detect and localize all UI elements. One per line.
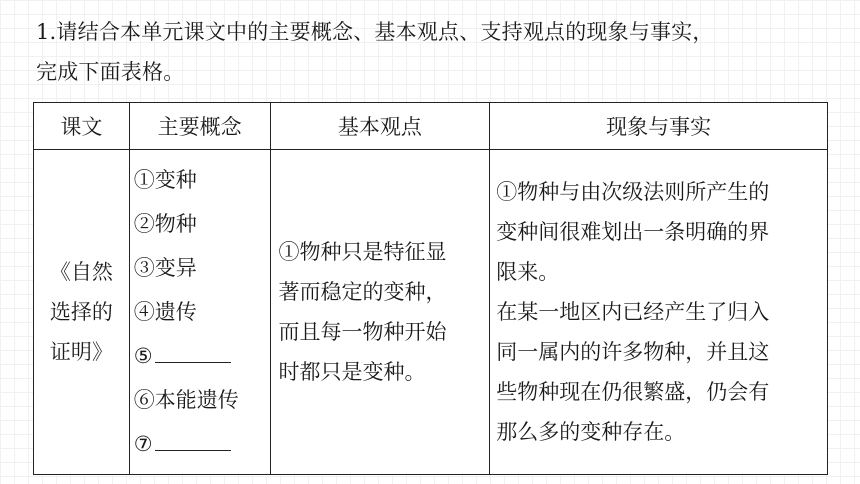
fact-line: 限来。: [496, 260, 560, 284]
concept-item: ④遗传: [133, 300, 197, 324]
concepts-cell: [129, 150, 270, 475]
concept-item: ①变种: [133, 168, 197, 192]
header-lesson: 课文: [34, 103, 130, 150]
view-line: ①物种只是特征显: [278, 240, 447, 264]
header-phenomena-facts: 现象与事实: [490, 103, 828, 150]
fill-in-blank[interactable]: [155, 340, 231, 363]
fact-line: 同一属内的许多物种，并且这: [496, 340, 770, 364]
views-cell: [270, 150, 490, 475]
fact-line: 变种间很难划出一条明确的界: [496, 220, 770, 244]
header-main-concepts: 主要概念: [129, 103, 270, 150]
lesson-title-line: 《自然: [49, 260, 113, 284]
fact-line: ①物种与由次级法则所产生的: [496, 180, 770, 204]
lesson-title-line: 证明》: [49, 340, 113, 364]
question-prompt-line-2: 完成下面表格。: [36, 60, 185, 84]
table-row: [34, 150, 828, 475]
concept-item: ③变异: [133, 256, 197, 280]
fact-line: 在某一地区内已经产生了归入: [496, 300, 770, 324]
view-line: 而且每一物种开始: [278, 320, 447, 344]
fact-line: 些物种现在仍很繁盛，仍会有: [496, 380, 770, 404]
concept-item-blank: [134, 422, 270, 466]
concept-number: ⑤: [133, 344, 153, 368]
view-line: 著而稳定的变种，: [278, 280, 447, 304]
lesson-title-line: 选择的: [49, 300, 113, 324]
question-prompt: [36, 12, 836, 92]
header-basic-views: 基本观点: [270, 103, 490, 150]
fact-line: 那么多的变种存在。: [496, 420, 686, 444]
summary-table: [33, 102, 828, 475]
concept-item-blank: [134, 334, 270, 378]
concept-number: ⑦: [133, 432, 153, 456]
concept-item: ⑥本能遗传: [133, 388, 239, 412]
fill-in-blank[interactable]: [155, 428, 231, 451]
table-header-row: [34, 103, 828, 150]
view-line: 时都只是变种。: [278, 360, 426, 384]
lesson-cell: [34, 150, 130, 475]
question-prompt-line-1: 1.请结合本单元课文中的主要概念、基本观点、支持观点的现象与事实，: [36, 20, 714, 44]
facts-cell: [490, 150, 828, 475]
concept-item: ②物种: [133, 212, 197, 236]
